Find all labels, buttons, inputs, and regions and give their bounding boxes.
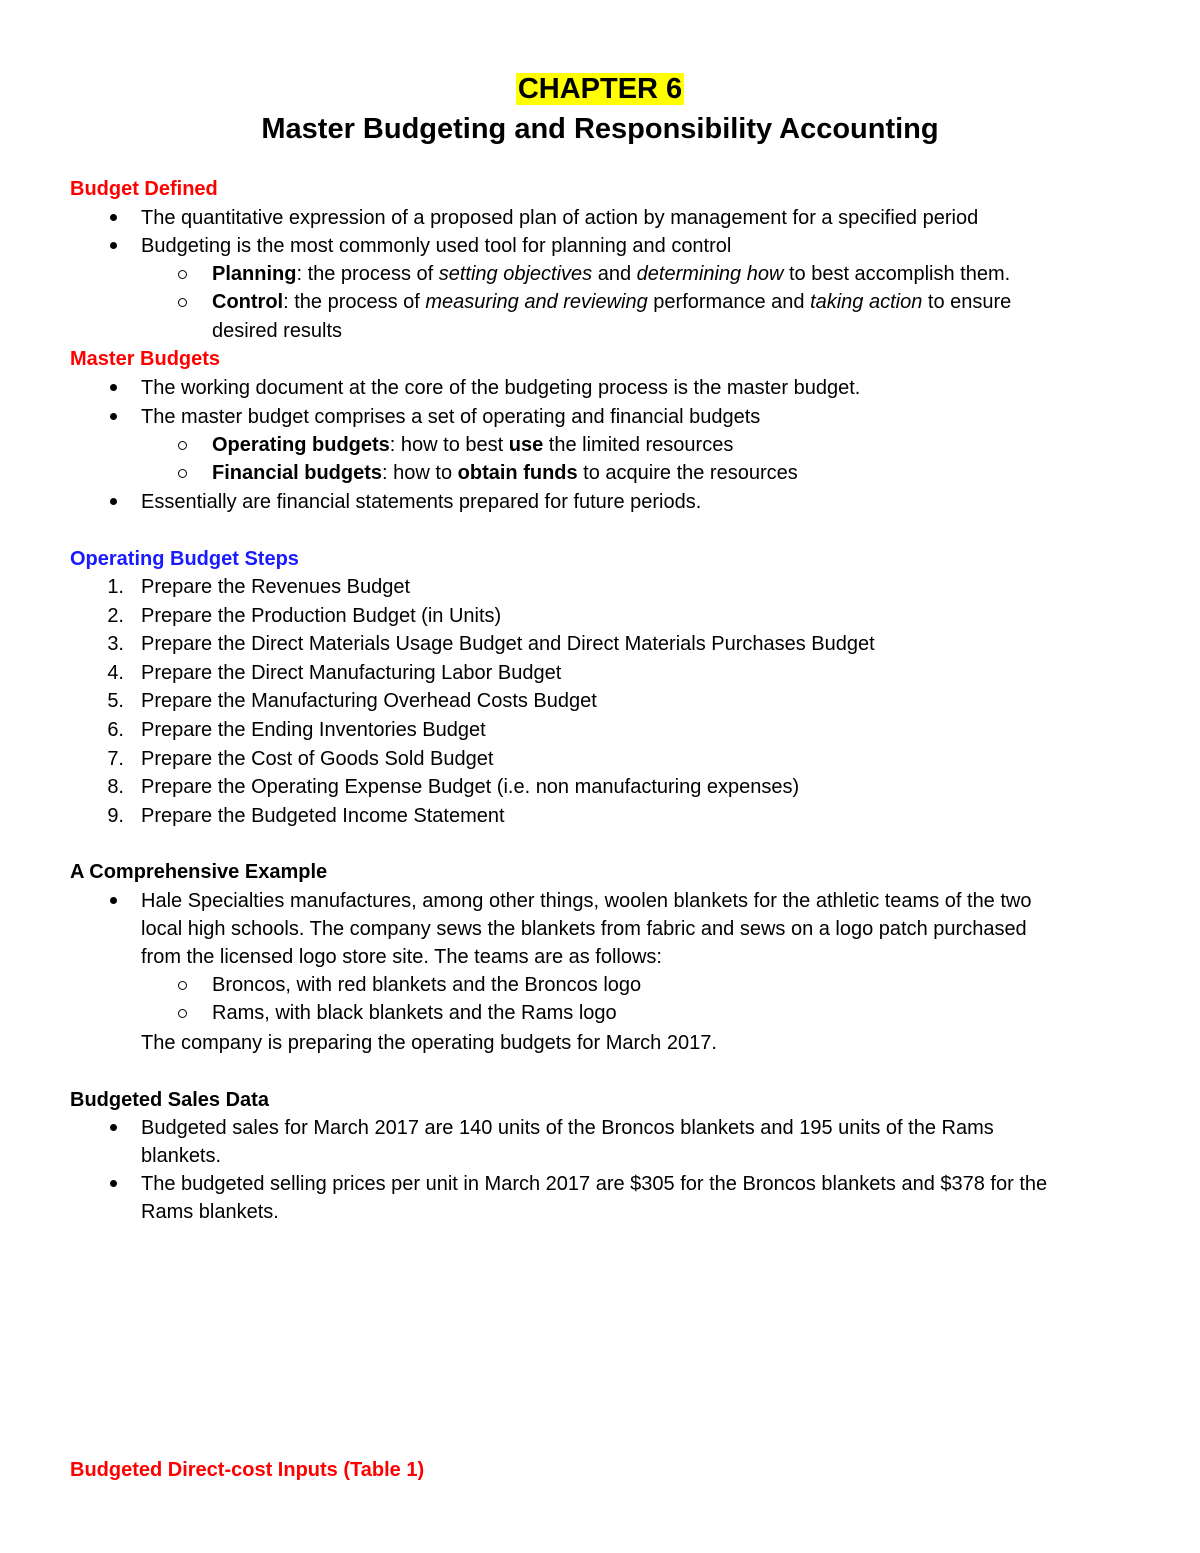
emphasis: measuring and reviewing <box>425 291 648 313</box>
step-number: 9. <box>107 804 124 827</box>
list-item-continuation: blankets. <box>141 1145 222 1167</box>
text: and <box>592 263 637 285</box>
heading-comprehensive-example: A Comprehensive Example <box>70 861 328 883</box>
list-item: Hale Specialties manufactures, among other things, woolen blankets for the athletic teams of the two <box>141 890 1032 912</box>
list-item-operating-budgets <box>212 431 733 459</box>
text: to best accomplish them. <box>783 263 1011 285</box>
step-item: Prepare the Revenues Budget <box>141 576 411 598</box>
heading-budgeted-direct-cost-inputs: Budgeted Direct-cost Inputs (Table 1) <box>70 1459 425 1481</box>
text: : the process of <box>296 263 439 285</box>
list-item: The quantitative expression of a proposed plan of action by management for a specified period <box>141 207 979 229</box>
list-item: Budgeted sales for March 2017 are 140 units of the Broncos blankets and 195 units of the Rams <box>141 1117 994 1139</box>
step-number: 7. <box>107 747 124 770</box>
list-item-rams: Rams, with black blankets and the Rams logo <box>212 1002 617 1024</box>
list-item-continuation: desired results <box>212 320 343 342</box>
term-control: Control <box>212 291 284 313</box>
list-item-broncos: Broncos, with red blankets and the Broncos logo <box>212 974 642 996</box>
text: the limited resources <box>543 434 734 456</box>
page-title: Master Budgeting and Responsibility Accounting <box>261 113 939 145</box>
list-item: Budgeting is the most commonly used tool for planning and control <box>141 235 732 257</box>
heading-operating-budget-steps: Operating Budget Steps <box>70 548 299 570</box>
chapter-label <box>0 70 1200 108</box>
bullet-icon <box>110 1180 117 1187</box>
chapter-highlight: CHAPTER 6 <box>517 73 683 105</box>
list-item-financial-budgets <box>212 459 798 487</box>
text: to ensure <box>922 291 1012 313</box>
text: : the process of <box>283 291 426 313</box>
step-number: 8. <box>107 776 124 799</box>
step-item: Prepare the Cost of Goods Sold Budget <box>141 747 494 770</box>
step-item: Prepare the Direct Manufacturing Labor Budget <box>141 661 562 684</box>
step-item: Prepare the Direct Materials Usage Budget and Direct Materials Purchases Budget <box>141 633 875 656</box>
text: : how to best <box>389 434 509 456</box>
term-planning: Planning <box>212 263 297 285</box>
list-item-continuation: Rams blankets. <box>141 1201 279 1223</box>
term-operating-budgets: Operating budgets <box>212 434 390 456</box>
list-item-continuation: local high schools. The company sews the blankets from fabric and sews on a logo patch purchased <box>141 918 1027 940</box>
list-item: The budgeted selling prices per unit in March 2017 are $305 for the Broncos blankets and $378 for the <box>141 1173 1048 1195</box>
step-number: 6. <box>107 719 124 741</box>
text: performance and <box>647 291 811 313</box>
bullet-icon <box>110 214 117 221</box>
emphasis: setting objectives <box>438 263 593 285</box>
sub-bullet-icon <box>178 441 187 450</box>
paragraph: The company is preparing the operating budgets for March 2017. <box>141 1032 717 1054</box>
step-number: 4. <box>107 661 124 684</box>
bullet-icon <box>110 1124 117 1131</box>
list-item-continuation: from the licensed logo store site. The teams are as follows: <box>141 946 662 968</box>
emphasis: obtain funds <box>457 462 578 484</box>
term-financial-budgets: Financial budgets <box>212 462 383 484</box>
sub-bullet-icon <box>178 1009 187 1018</box>
sub-bullet-icon <box>178 298 187 307</box>
sub-bullet-icon <box>178 270 187 279</box>
bullet-icon <box>110 897 117 904</box>
step-number: 3. <box>107 633 124 656</box>
emphasis: determining how <box>636 263 784 285</box>
step-number: 2. <box>107 604 124 627</box>
step-number: 5. <box>107 690 124 713</box>
heading-budgeted-sales-data: Budgeted Sales Data <box>70 1089 269 1111</box>
step-item: Prepare the Ending Inventories Budget <box>141 719 486 741</box>
bullet-icon <box>110 413 117 420</box>
sub-bullet-icon <box>178 469 187 478</box>
heading-budget-defined: Budget Defined <box>70 178 218 200</box>
heading-master-budgets: Master Budgets <box>70 348 221 370</box>
bullet-icon <box>110 384 117 391</box>
emphasis: use <box>508 434 544 456</box>
emphasis: taking action <box>810 291 923 313</box>
list-item-control <box>212 288 1011 316</box>
step-item: Prepare the Budgeted Income Statement <box>141 804 505 827</box>
bullet-icon <box>110 242 117 249</box>
text: to acquire the resources <box>577 462 798 484</box>
step-number: 1. <box>107 576 124 598</box>
list-item: The master budget comprises a set of operating and financial budgets <box>141 406 761 428</box>
step-item: Prepare the Operating Expense Budget (i.e. non manufacturing expenses) <box>141 776 800 799</box>
list-item-planning <box>212 260 1010 288</box>
step-item: Prepare the Production Budget (in Units) <box>141 604 502 627</box>
sub-bullet-icon <box>178 981 187 990</box>
step-item: Prepare the Manufacturing Overhead Costs Budget <box>141 690 597 713</box>
text: : how to <box>382 462 458 484</box>
list-item: Essentially are financial statements prepared for future periods. <box>141 491 702 513</box>
list-item: The working document at the core of the budgeting process is the master budget. <box>141 377 861 399</box>
bullet-icon <box>110 498 117 505</box>
